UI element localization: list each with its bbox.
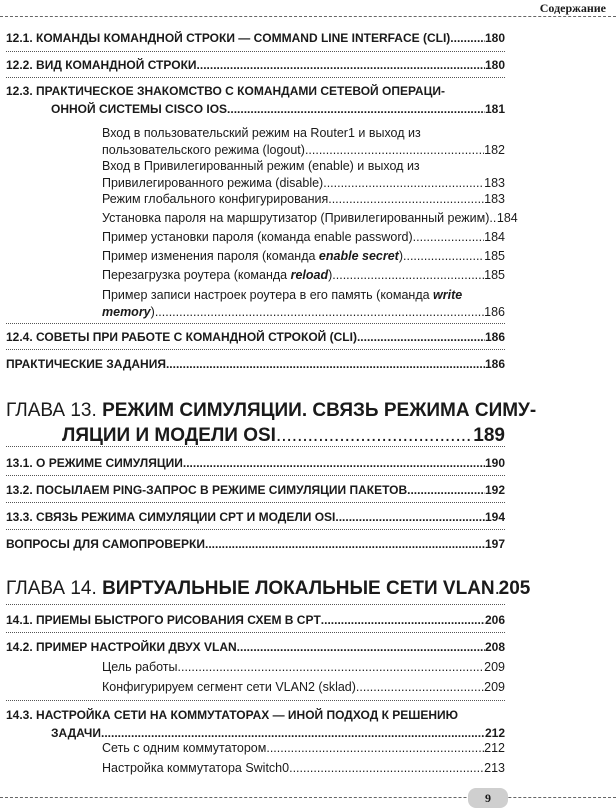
toc-entry-title-line2: пользовательского режима (logout) (102, 143, 305, 157)
entry-divider (6, 323, 505, 324)
toc-entry-14-3[interactable] (6, 706, 505, 742)
toc-entry-title: 12.4. СОВЕТЫ ПРИ РАБОТЕ С КОМАНДНОЙ СТРОКОЙ (CLI) (6, 330, 357, 344)
footer-divider (0, 797, 616, 798)
toc-page-number: 181 (484, 102, 505, 116)
toc-page-number: 212 (484, 741, 505, 755)
toc-entry-title-line2: Привилегированного режима (disable) (102, 176, 324, 190)
toc-leader (321, 611, 485, 629)
toc-entry-title-line1: Пример записи настроек роутера в его память (команда write (102, 288, 463, 302)
toc-entry-13-3[interactable] (6, 508, 505, 526)
toc-page-number: 212 (484, 726, 505, 740)
toc-leader (328, 191, 484, 208)
toc-page-number: 186 (484, 305, 505, 319)
toc-leader (276, 423, 473, 448)
toc-chapter-13[interactable] (6, 398, 537, 448)
toc-entry-12-2[interactable] (6, 56, 505, 74)
page-number-badge: 9 (468, 788, 508, 808)
toc-entry-title: ПРАКТИЧЕСКИЕ ЗАДАНИЯ (6, 357, 166, 371)
toc-page-number: 197 (484, 537, 505, 551)
toc-page-number: 182 (484, 143, 505, 157)
command-name: enable secret (318, 249, 399, 263)
entry-divider (6, 77, 505, 78)
entry-divider (6, 349, 505, 350)
header-divider (0, 16, 616, 17)
toc-subentry-vlan2-sklad[interactable] (102, 679, 505, 696)
toc-page-number: 186 (484, 330, 505, 344)
toc-entry-title: ВОПРОСЫ ДЛЯ САМОПРОВЕРКИ (6, 537, 205, 551)
running-header-title: Содержание (539, 1, 606, 15)
toc-entry-12-1[interactable] (6, 29, 505, 47)
toc-entry-14-2[interactable] (6, 638, 505, 656)
toc-subentry-privileged-mode[interactable] (102, 158, 505, 192)
toc-leader (155, 304, 484, 321)
chapter-title: ГЛАВА 14. ВИРТУАЛЬНЫЕ ЛОКАЛЬНЫЕ СЕТИ VLAN (6, 578, 495, 599)
toc-entry-review-questions[interactable] (6, 535, 505, 553)
toc-leader (357, 328, 485, 346)
toc-page-number: 190 (484, 456, 505, 470)
command-name: write (433, 288, 463, 302)
toc-entry-12-4[interactable] (6, 328, 505, 346)
toc-subentry-reload[interactable] (102, 267, 505, 284)
entry-divider (6, 51, 505, 52)
toc-page-number: 194 (484, 510, 505, 524)
toc-page-number: 184 (484, 230, 505, 244)
toc-entry-title: Перезагрузка роутера (команда reload) (102, 268, 333, 282)
chapter-prefix: ГЛАВА 13. (6, 400, 103, 421)
toc-leader (413, 229, 484, 246)
toc-page-number: 189 (473, 425, 505, 446)
toc-page-number: 183 (484, 192, 505, 206)
command-name: reload (290, 268, 329, 282)
toc-leader (450, 29, 485, 47)
toc-leader (407, 481, 485, 499)
toc-leader (178, 659, 485, 676)
toc-entry-title-line1: 14.3. НАСТРОЙКА СЕТИ НА КОММУТАТОРАХ — ИНОЙ ПОДХОД К РЕШЕНИЮ (6, 708, 458, 722)
toc-entry-title: Сеть с одним коммутатором (102, 741, 267, 755)
chapter-title-line2: ЛЯЦИИ И МОДЕЛИ OSI (62, 425, 276, 446)
toc-chapter-14[interactable] (6, 576, 531, 601)
toc-subentry-router1-user-mode[interactable] (102, 125, 505, 159)
toc-subentry-single-switch[interactable] (102, 740, 505, 757)
toc-entry-title: Пример изменения пароля (команда enable secret) (102, 249, 404, 263)
toc-entry-title: Настройка коммутатора Switch0 (102, 761, 290, 775)
toc-leader (183, 454, 485, 472)
toc-entry-12-3[interactable] (6, 82, 505, 118)
toc-entry-title: 14.2. ПРИМЕР НАСТРОЙКИ ДВУХ VLAN (6, 640, 237, 654)
toc-leader (237, 638, 485, 656)
toc-leader (266, 740, 484, 757)
toc-subentry-goal[interactable] (102, 659, 505, 676)
toc-page-number: 192 (484, 483, 505, 497)
toc-entry-title: 12.1. КОМАНДЫ КОМАНДНОЙ СТРОКИ — COMMAND LINE INTERFACE (CLI) (6, 31, 451, 45)
toc-page-number: 180 (484, 58, 505, 72)
toc-page-number: 209 (484, 680, 505, 694)
toc-entry-title: 13.2. ПОСЫЛАЕМ PING-ЗАПРОС В РЕЖИМЕ СИМУЛЯЦИИ ПАКЕТОВ (6, 483, 408, 497)
toc-subentry-global-config[interactable] (102, 191, 505, 208)
toc-entry-title-line2: ЗАДАЧИ (51, 726, 101, 740)
toc-entry-title-line2: ОННОЙ СИСТЕМЫ CISCO IOS (51, 102, 228, 116)
toc-entry-title: Режим глобального конфигурирования (102, 192, 329, 206)
entry-divider (6, 529, 505, 530)
entry-divider (6, 700, 505, 701)
toc-leader (356, 679, 484, 696)
toc-entry-title: Цель работы (102, 660, 178, 674)
toc-page-number: 205 (498, 578, 531, 599)
toc-entry-title-line1: Вход в пользовательский режим на Router1 и выход из (102, 126, 421, 140)
toc-leader (205, 535, 485, 553)
toc-page-number: 184 (496, 211, 518, 225)
toc-page-number: 185 (484, 249, 505, 263)
toc-page-number: 183 (484, 176, 505, 190)
toc-leader (289, 760, 484, 777)
toc-leader (332, 267, 484, 284)
toc-entry-title-line1: 12.3. ПРАКТИЧЕСКОЕ ЗНАКОМСТВО С КОМАНДАМИ СЕТЕВОЙ ОПЕРАЦИ- (6, 84, 445, 98)
toc-entry-title: Пример установки пароля (команда enable password) (102, 230, 413, 244)
toc-entry-title: 13.3. СВЯЗЬ РЕЖИМА СИМУЛЯЦИИ CPT И МОДЕЛИ OSI (6, 510, 336, 524)
entry-divider (6, 632, 505, 633)
entry-divider (6, 604, 505, 605)
toc-page-number: 206 (484, 613, 505, 627)
toc-subentry-enable-password[interactable] (102, 229, 505, 246)
toc-page-number: 185 (484, 268, 505, 282)
toc-leader (335, 508, 485, 526)
toc-subentry-router-password[interactable] (102, 210, 518, 227)
entry-divider (6, 502, 505, 503)
command-name: memory (102, 305, 151, 319)
toc-entry-title: Установка пароля на маршрутизатор (Привилегированный режим). (102, 211, 493, 225)
toc-leader (305, 142, 484, 159)
toc-subentry-switch0[interactable] (102, 760, 505, 777)
toc-entry-practical-tasks[interactable] (6, 355, 505, 373)
toc-entry-14-1[interactable] (6, 611, 505, 629)
toc-page-number: 186 (484, 357, 505, 371)
toc-entry-title: 14.1. ПРИЕМЫ БЫСТРОГО РИСОВАНИЯ СХЕМ В CPT (6, 613, 321, 627)
toc-leader (403, 248, 484, 265)
toc-page-number: 180 (484, 31, 505, 45)
toc-entry-title: 12.2. ВИД КОМАНДНОЙ СТРОКИ (6, 58, 197, 72)
toc-page-number: 209 (484, 660, 505, 674)
toc-entry-title-line1: Вход в Привилегированный режим (enable) и выход из (102, 159, 420, 173)
toc-leader (166, 355, 485, 373)
chapter-title-line1: ГЛАВА 13. РЕЖИМ СИМУЛЯЦИИ. СВЯЗЬ РЕЖИМА СИМУ- (6, 400, 537, 421)
toc-page-number: 208 (484, 640, 505, 654)
toc-entry-13-2[interactable] (6, 481, 505, 499)
toc-entry-title: Конфигурируем сегмент сети VLAN2 (sklad) (102, 680, 356, 694)
toc-leader (227, 100, 485, 118)
toc-leader (323, 175, 484, 192)
entry-divider (6, 475, 505, 476)
toc-leader (197, 56, 485, 74)
chapter-prefix: ГЛАВА 14. (6, 578, 103, 599)
toc-entry-13-1[interactable] (6, 454, 505, 472)
toc-page-number: 213 (484, 761, 505, 775)
entry-divider (6, 446, 505, 447)
toc-subentry-enable-secret[interactable] (102, 248, 505, 265)
toc-entry-title: 13.1. О РЕЖИМЕ СИМУЛЯЦИИ (6, 456, 183, 470)
toc-subentry-write-memory[interactable] (102, 287, 505, 321)
toc-entry-title-line2: memory) (102, 305, 155, 319)
